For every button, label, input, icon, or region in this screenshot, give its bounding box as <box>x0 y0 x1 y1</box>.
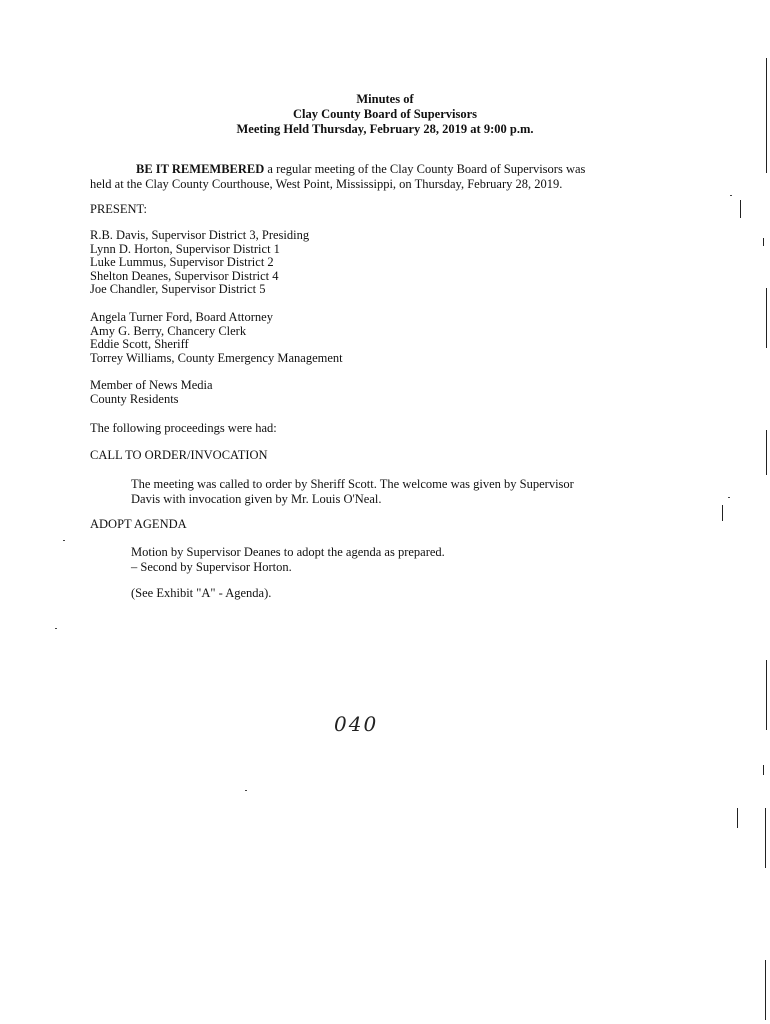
others-list <box>90 379 213 406</box>
scan-edge-mark <box>766 288 767 348</box>
scan-edge-mark <box>766 430 767 475</box>
list-item: R.B. Davis, Supervisor District 3, Presiding <box>90 228 310 242</box>
supervisors-list <box>90 229 309 297</box>
adopt-agenda-body <box>131 545 671 575</box>
call-to-order-body <box>131 477 671 507</box>
scan-edge-mark <box>740 200 741 218</box>
intro-paragraph <box>90 162 665 192</box>
call-to-order-heading: CALL TO ORDER/INVOCATION <box>90 448 268 462</box>
list-item: Shelton Deanes, Supervisor District 4 <box>90 268 279 283</box>
handwritten-page-number: 040 <box>334 712 379 736</box>
scan-speck <box>245 790 247 791</box>
document-header <box>0 92 770 137</box>
header-line-minutes: Minutes of <box>356 92 414 106</box>
scan-edge-mark <box>737 808 738 828</box>
present-label: PRESENT: <box>90 202 148 216</box>
adopt-agenda-heading: ADOPT AGENDA <box>90 517 187 531</box>
scan-speck <box>63 540 65 541</box>
scan-edge-mark <box>763 765 764 775</box>
scan-edge-mark <box>766 660 767 730</box>
scan-speck <box>730 195 732 196</box>
scan-speck <box>55 628 57 629</box>
call-to-order-line2: Davis with invocation given by Mr. Louis O'Neal. <box>131 492 382 506</box>
list-item: Joe Chandler, Supervisor District 5 <box>90 282 266 296</box>
list-item: Luke Lummus, Supervisor District 2 <box>90 255 274 269</box>
list-item: Lynn D. Horton, Supervisor District 1 <box>90 241 280 256</box>
list-item: Angela Turner Ford, Board Attorney <box>90 310 273 324</box>
adopt-agenda-second: – Second by Supervisor Horton. <box>131 560 292 574</box>
list-item: Member of News Media <box>90 378 213 392</box>
list-item: Torrey Williams, County Emergency Management <box>90 350 343 365</box>
adopt-agenda-motion: Motion by Supervisor Deanes to adopt the agenda as prepared. <box>131 545 445 559</box>
list-item: Eddie Scott, Sheriff <box>90 337 189 351</box>
call-to-order-line1: The meeting was called to order by Sheriff Scott. The welcome was given by Supervisor <box>131 477 574 491</box>
scan-edge-mark <box>766 58 767 173</box>
intro-text-line2: held at the Clay County Courthouse, West Point, Mississippi, on Thursday, February 28, 2019. <box>90 177 563 191</box>
header-line-board: Clay County Board of Supervisors <box>292 107 478 121</box>
scan-speck <box>728 497 730 498</box>
scan-edge-mark <box>765 808 766 868</box>
scan-edge-mark <box>763 238 764 246</box>
scan-edge-mark <box>722 505 723 521</box>
officials-list <box>90 311 343 365</box>
list-item: Amy G. Berry, Chancery Clerk <box>90 323 247 338</box>
adopt-agenda-exhibit: (See Exhibit "A" - Agenda). <box>131 586 272 600</box>
header-line-meeting-date: Meeting Held Thursday, February 28, 2019 at 9:00 p.m. <box>236 122 534 136</box>
intro-lead: BE IT REMEMBERED <box>136 162 265 176</box>
scan-edge-mark <box>765 960 766 1020</box>
proceedings-line: The following proceedings were had: <box>90 421 277 435</box>
list-item: County Residents <box>90 391 179 406</box>
intro-text-line1: a regular meeting of the Clay County Board of Supervisors was <box>264 162 586 176</box>
